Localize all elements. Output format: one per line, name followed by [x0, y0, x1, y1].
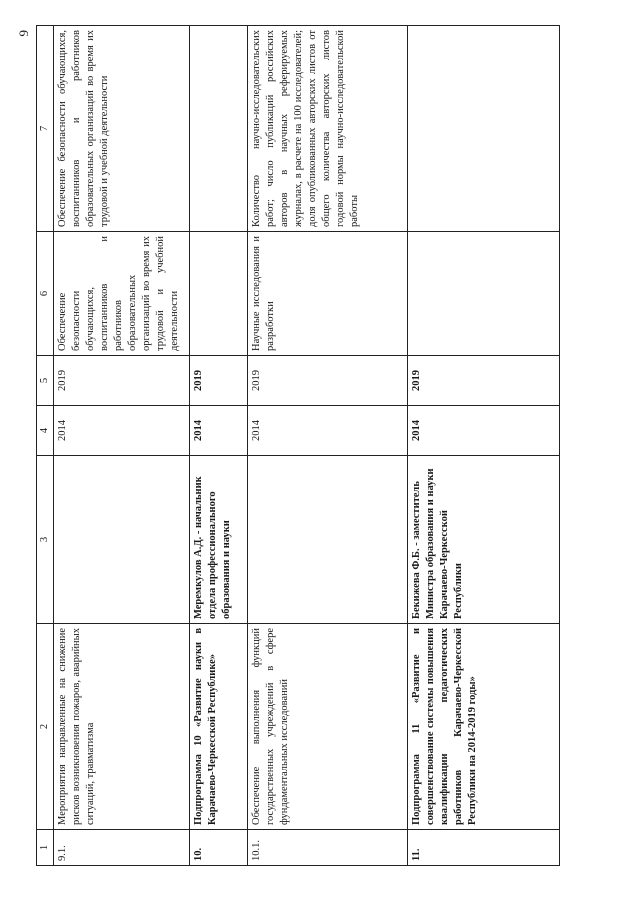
start-year: 2014 [190, 406, 248, 456]
end-year: 2019 [54, 356, 190, 406]
header-col-7: 7 [37, 26, 54, 232]
table-row [54, 26, 190, 866]
activity-name: Обеспечение выполнения функций государственных учреждений в сфере фундаментальных исследований [248, 624, 408, 830]
start-year: 2014 [408, 406, 560, 456]
table-row [408, 26, 560, 866]
indicator: Обеспечение безопасности обучающихся, воспитанников и работников образовательных организаций во время их трудовой и учебной деятельности [54, 26, 190, 232]
expected-result [408, 232, 560, 356]
expected-result: Обеспечение безопасности обучающихся, воспитанников и работников образовательных организаций во время их трудовой и учебной деятельности [54, 232, 190, 356]
start-year: 2014 [248, 406, 408, 456]
expected-result [190, 232, 248, 356]
start-year: 2014 [54, 406, 190, 456]
end-year: 2019 [408, 356, 560, 406]
program-table [36, 25, 560, 866]
activity-name: Подпрограмма 10 «Развитие науки в Карачаево-Черкесской Республике» [190, 624, 248, 830]
indicator [408, 26, 560, 232]
responsible-person [248, 456, 408, 624]
row-number: 11. [408, 830, 560, 866]
page-number: 9 [16, 30, 31, 37]
end-year: 2019 [190, 356, 248, 406]
responsible-person: Меремкулов А.Д. - начальник отдела профессионального образования и науки [190, 456, 248, 624]
row-number: 10. [190, 830, 248, 866]
end-year: 2019 [248, 356, 408, 406]
table-row [248, 26, 408, 866]
header-col-5: 5 [37, 356, 54, 406]
responsible-person: Бекижева Ф.Б. - заместитель Министра образования и науки Карачаево-Черкесской Республики [408, 456, 560, 624]
header-col-4: 4 [37, 406, 54, 456]
indicator: Количество научно-исследовательских работ; число публикаций российских авторов в научных реферируемых журналах, в расчете на 100 исследователей; доля опубликованных авторских листов от общего количества авторских листов годовой нормы научно-исследовательской работы [248, 26, 408, 232]
header-col-3: 3 [37, 456, 54, 624]
row-number: 10.1. [248, 830, 408, 866]
row-number: 9.1. [54, 830, 190, 866]
header-col-6: 6 [37, 232, 54, 356]
responsible-person [54, 456, 190, 624]
header-col-2: 2 [37, 624, 54, 830]
expected-result: Научные исследования и разработки [248, 232, 408, 356]
header-row [37, 26, 54, 866]
rotated-table-container [16, 26, 570, 866]
table-row [190, 26, 248, 866]
activity-name: Подпрограмма 11 «Развитие и совершенствование системы повышения квалификации педагогических работников Карачаево-Черкесской Республики на 2014-2019 годы» [408, 624, 560, 830]
indicator [190, 26, 248, 232]
header-col-1: 1 [37, 830, 54, 866]
activity-name: Мероприятия направленные на снижение рисков возникновения пожаров, аварийных ситуаций, травматизма [54, 624, 190, 830]
